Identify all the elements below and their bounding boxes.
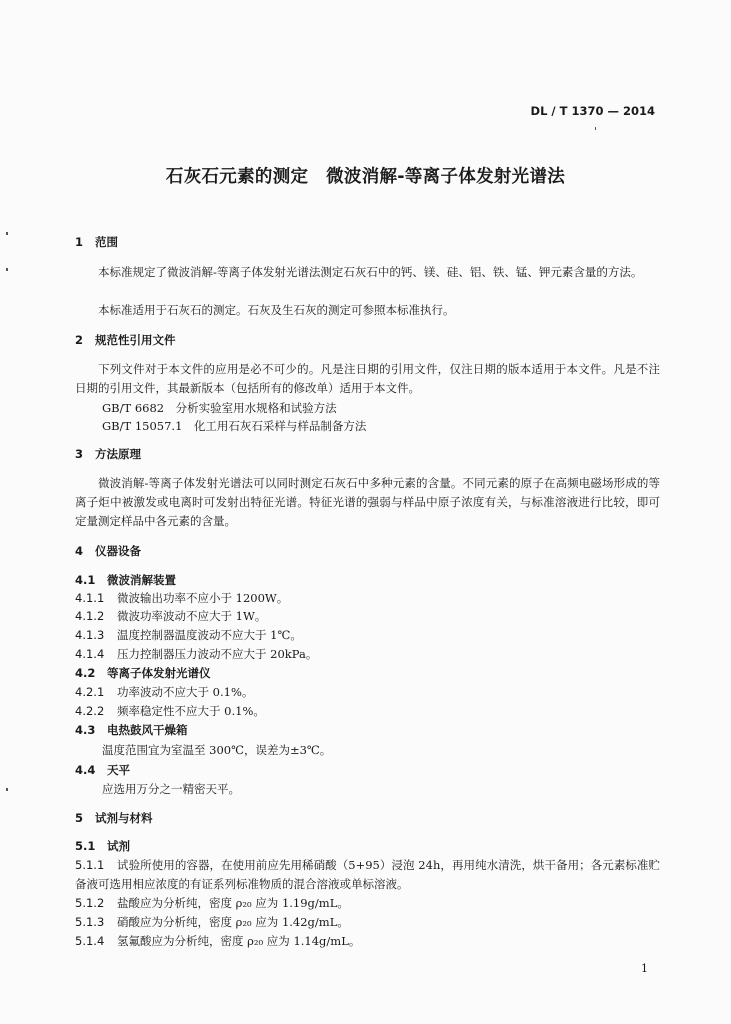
page-number: 1 <box>641 962 648 975</box>
section-title: 规范性引用文件 <box>95 333 176 347</box>
clause-4-2-2: 4.2.2 频率稳定性不应大于 0.1%。 <box>75 704 265 718</box>
section-number: 5 <box>75 811 84 825</box>
standard-code: DL / T 1370 — 2014 <box>530 104 655 118</box>
section-3-heading <box>75 446 141 462</box>
clause-4-1-4: 4.1.4 压力控制器压力波动不应大于 20kPa。 <box>75 647 318 661</box>
paragraph: 微波消解-等离子体发射光谱法可以同时测定石灰石中多种元素的含量。不同元素的原子在高频电磁场形成的等离子炬中被激发或电离时可发射出特征光谱。特征光谱的强弱与样品中原子浓度有关，与标准溶液进行比较，即可定量测定样品中各元素的含量。 <box>75 476 660 528</box>
section-2-heading <box>75 332 176 348</box>
scan-mark <box>6 232 8 235</box>
clause-4-3-text: 温度范围宜为室温至 300℃，误差为±3℃。 <box>102 743 332 757</box>
section-title: 试剂与材料 <box>95 811 153 825</box>
section-title: 方法原理 <box>95 447 141 461</box>
section-title: 范围 <box>95 235 118 249</box>
clause-4-2-1: 4.2.1 功率波动不应大于 0.1%。 <box>75 685 254 699</box>
document-title: 石灰石元素的测定 微波消解-等离子体发射光谱法 <box>165 167 566 187</box>
section-4-heading <box>75 543 141 559</box>
clause-5-1-3: 5.1.3 硝酸应为分析纯，密度 ρ₂₀ 应为 1.42g/mL。 <box>75 915 349 929</box>
scan-mark <box>6 268 8 271</box>
section-number: 3 <box>75 447 84 461</box>
clause-4-1-1: 4.1.1 微波输出功率不应小于 1200W。 <box>75 591 289 605</box>
clause-4-4: 4.4 天平 <box>75 763 130 777</box>
paragraph: 本标准规定了微波消解-等离子体发射光谱法测定石灰石中的钙、镁、硅、铝、铁、锰、钾元素含量的方法。 <box>98 265 643 279</box>
clause-4-1-2: 4.1.2 微波功率波动不应大于 1W。 <box>75 609 267 623</box>
section-number: 2 <box>75 333 84 347</box>
clause-5-1-2: 5.1.2 盐酸应为分析纯，密度 ρ₂₀ 应为 1.19g/mL。 <box>75 896 349 910</box>
reference-item: GB/T 6682 分析实验室用水规格和试验方法 <box>102 401 337 415</box>
clause-4-2: 4.2 等离子体发射光谱仪 <box>75 666 211 680</box>
section-5-heading <box>75 810 153 826</box>
section-number: 4 <box>75 544 84 558</box>
clause-4-4-text: 应选用万分之一精密天平。 <box>102 782 240 796</box>
section-title: 仪器设备 <box>95 544 141 558</box>
clause-5-1: 5.1 试剂 <box>75 839 130 853</box>
paragraph: 本标准适用于石灰石的测定。石灰及生石灰的测定可参照本标准执行。 <box>98 303 455 317</box>
clause-4-1: 4.1 微波消解装置 <box>75 573 176 587</box>
section-number: 1 <box>75 235 84 249</box>
clause-4-3: 4.3 电热鼓风干燥箱 <box>75 723 188 737</box>
clause-5-1-1: 5.1.1 试验所使用的容器，在使用前应先用稀硝酸（5+95）浸泡 24h，再用纯水清洗，烘干备用；各元素标准贮备液可选用相应浓度的有证系列标准物质的混合溶液或单标溶液。 <box>75 858 660 891</box>
paragraph: 下列文件对于本文件的应用是必不可少的。凡是注日期的引用文件，仅注日期的版本适用于本文件。凡是不注日期的引用文件，其最新版本（包括所有的修改单）适用于本文件。 <box>75 362 660 395</box>
clause-5-1-4: 5.1.4 氢氟酸应为分析纯，密度 ρ₂₀ 应为 1.14g/mL。 <box>75 934 361 948</box>
clause-4-1-3: 4.1.3 温度控制器温度波动不应大于 1℃。 <box>75 628 302 642</box>
scan-mark <box>595 127 596 130</box>
section-1-heading <box>75 234 118 250</box>
reference-item: GB/T 15057.1 化工用石灰石采样与样品制备方法 <box>102 419 367 433</box>
scan-mark <box>6 788 8 791</box>
